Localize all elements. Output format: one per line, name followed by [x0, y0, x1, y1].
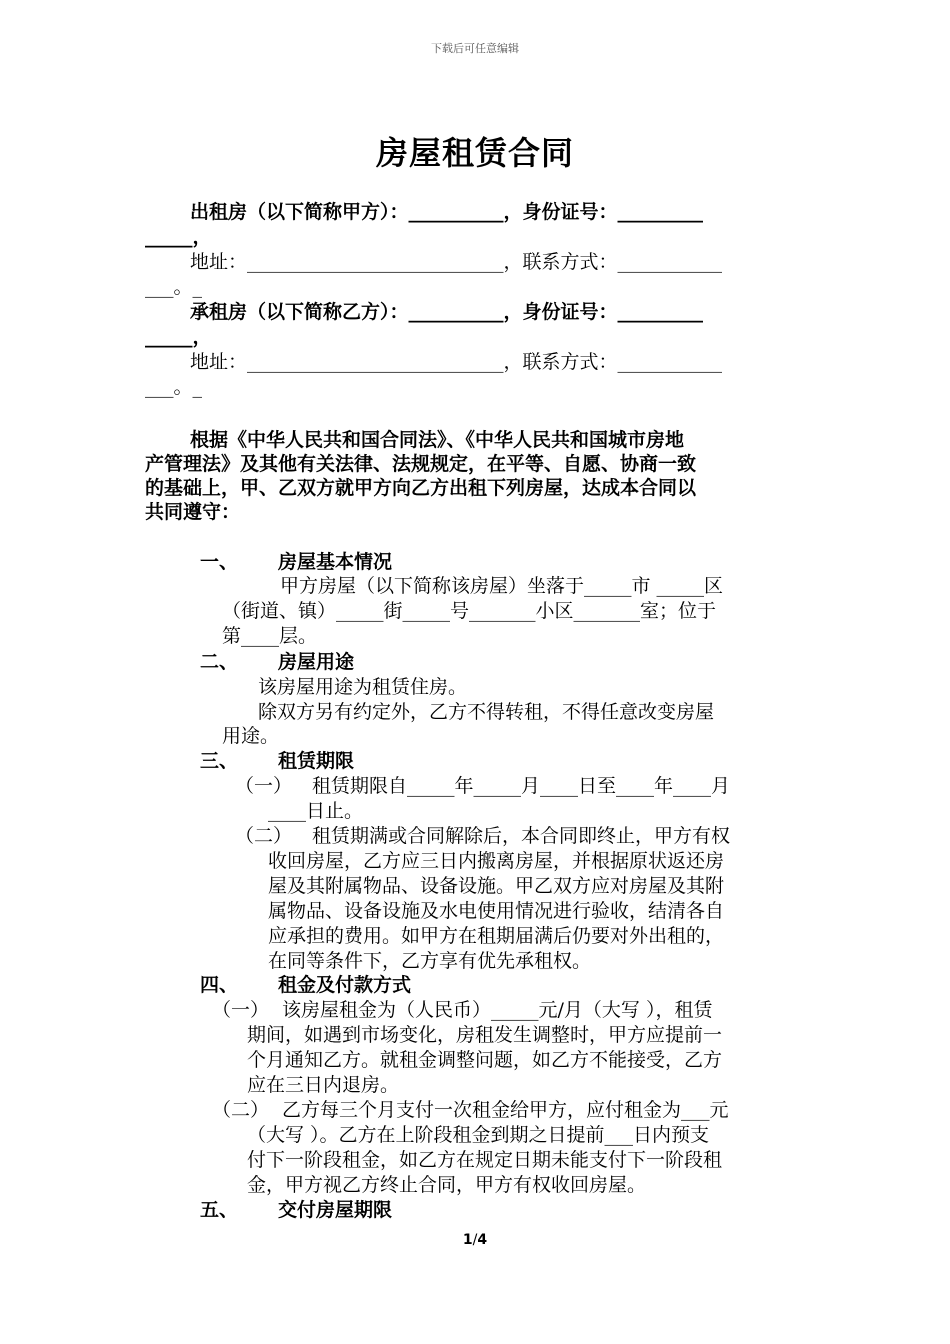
section-4-item-1-text: 该房屋租金为（人民币）_____元/月（大写 ），租赁	[282, 999, 713, 1021]
section-3-item-1-text: 租赁期限自_____年_____月____日至____年____月	[312, 775, 731, 797]
section-2-title: 房屋用途	[278, 651, 355, 673]
party-b-line2-cont: ___。_	[145, 376, 203, 398]
page-header-note: 下载后可任意编辑	[431, 42, 519, 55]
party-a-line2: 地址：___________________________，联系方式：___________	[190, 251, 723, 273]
section-3-item-1-text: ____日止。	[268, 800, 364, 822]
section-2-text: 该房屋用途为租赁住房。	[258, 676, 468, 698]
section-3-number: 三、	[200, 750, 239, 772]
section-1-number: 一、	[200, 551, 239, 573]
section-2-text: 除双方另有约定外，乙方不得转租，不得任意改变房屋	[258, 701, 715, 723]
section-4-item-1-text: 应在三日内退房。	[247, 1074, 400, 1096]
section-4-item-1-text: 期间，如遇到市场变化，房租发生调整时，甲方应提前一	[247, 1024, 723, 1046]
preamble-line: 产管理法》及其他有关法律、法规规定，在平等、自愿、协商一致	[145, 453, 697, 475]
section-1-title: 房屋基本情况	[278, 551, 393, 573]
section-4-item-2-text: 乙方每三个月支付一次租金给甲方，应付租金为___元	[282, 1099, 729, 1121]
section-4-item-2-text: 金，甲方视乙方终止合同，甲方有权收回房屋。	[247, 1174, 647, 1196]
page-number	[0, 1232, 950, 1248]
party-a-line1: 出租房（以下简称甲方）：__________，身份证号：_________	[190, 201, 704, 223]
section-3-item-2-text: 应承担的费用。如甲方在租期届满后仍要对外出租的，	[268, 925, 725, 947]
section-5-number: 五、	[200, 1199, 239, 1221]
page-total: 4	[477, 1232, 488, 1248]
party-b-line1-cont: _____，	[145, 326, 212, 348]
party-a-line2-cont: ___。_	[145, 276, 203, 298]
section-4-item-2-label: （二）	[212, 1099, 270, 1121]
party-b-line1: 承租房（以下简称乙方）：__________，身份证号：_________	[190, 301, 704, 323]
preamble-line: 共同遵守：	[145, 501, 241, 523]
party-a-line1-cont: _____，	[145, 226, 212, 248]
page-separator: /	[472, 1232, 478, 1248]
section-4-item-2-text: 付下一阶段租金，如乙方在规定日期未能支付下一阶段租	[247, 1149, 723, 1171]
party-b-line2: 地址：___________________________，联系方式：___________	[190, 351, 723, 373]
section-4-title: 租金及付款方式	[278, 974, 412, 996]
section-1-text: 第____层。	[222, 625, 318, 647]
preamble-line: 的基础上，甲、乙双方就甲方向乙方出租下列房屋，达成本合同以	[145, 477, 697, 499]
section-3-item-2-text: 属物品、设备设施及水电使用情况进行验收，结清各自	[268, 900, 725, 922]
preamble-line: 根据《中华人民共和国合同法》、《中华人民共和国城市房地	[190, 429, 685, 451]
section-5-title: 交付房屋期限	[278, 1199, 393, 1221]
contract-title: 房屋租赁合同	[375, 134, 574, 172]
section-2-text: 用途。	[222, 725, 280, 747]
section-4-item-2-text: （大写 ）。乙方在上阶段租金到期之日提前___日内预支	[247, 1124, 710, 1146]
page-current: 1	[462, 1232, 473, 1248]
section-3-item-2-text: 屋及其附属物品、设备设施。甲乙双方应对房屋及其附	[268, 875, 725, 897]
section-3-item-2-label: （二）	[235, 825, 293, 847]
section-1-text: （街道、镇）_____街_____号_______小区_______室；位于	[222, 600, 717, 622]
section-3-title: 租赁期限	[278, 750, 355, 772]
section-4-item-1-label: （一）	[212, 999, 270, 1021]
section-1-text: 甲方房屋（以下简称该房屋）坐落于_____市 _____区	[280, 575, 724, 597]
section-3-item-2-text: 在同等条件下，乙方享有优先承租权。	[268, 950, 592, 972]
section-3-item-2-text: 收回房屋，乙方应三日内搬离房屋，并根据原状返还房	[268, 850, 725, 872]
section-3-item-1-label: （一）	[235, 775, 293, 797]
section-4-number: 四、	[200, 974, 239, 996]
section-4-item-1-text: 个月通知乙方。就租金调整问题，如乙方不能接受，乙方	[247, 1049, 723, 1071]
section-3-item-2-text: 租赁期满或合同解除后，本合同即终止，甲方有权	[312, 825, 731, 847]
section-2-number: 二、	[200, 651, 239, 673]
